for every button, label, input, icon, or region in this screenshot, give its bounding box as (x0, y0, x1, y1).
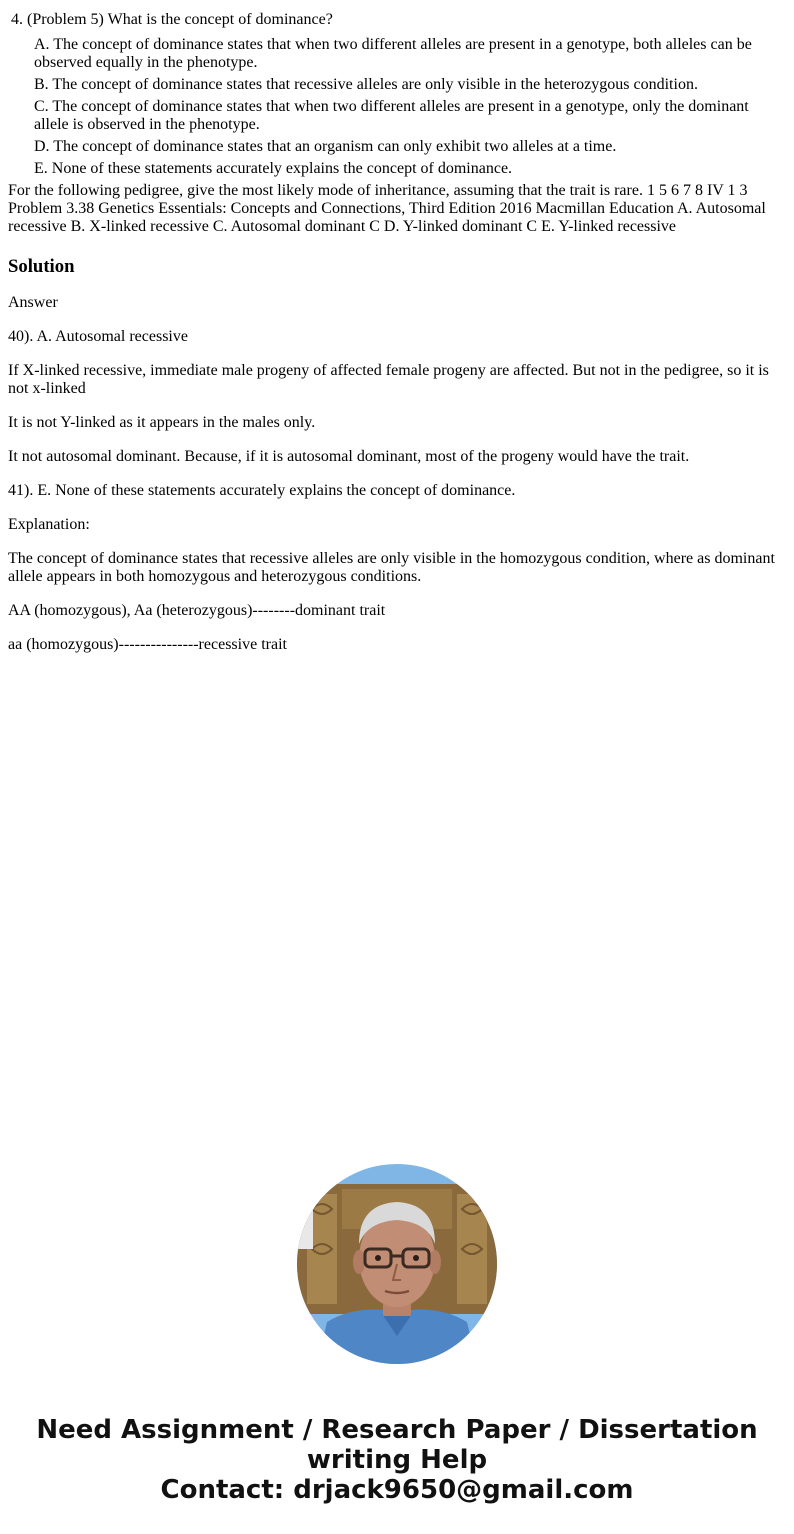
option-c: C. The concept of dominance states that when two different alleles are present in a genotype, only the dominant allele is observed in the phenotype. (34, 98, 749, 133)
explanation-label: Explanation: (8, 516, 90, 533)
answer-options (8, 36, 786, 178)
answer-40: 40). A. Autosomal recessive (8, 328, 188, 345)
avatar-photo (297, 1164, 497, 1364)
dominant-genotypes: AA (homozygous), Aa (heterozygous)--------dominant trait (8, 602, 386, 619)
autosomal-dominant-reasoning: It not autosomal dominant. Because, if it is autosomal dominant, most of the progeny would have the trait. (8, 448, 690, 465)
footer-contact: Contact: drjack9650@gmail.com (160, 1475, 634, 1505)
footer-banner (0, 1415, 794, 1505)
pedigree-question: For the following pedigree, give the most likely mode of inheritance, assuming that the trait is rare. 1 5 6 7 8 IV 1 3 Problem 3.38 Genetics Essentials: Concepts and Connections, Third Edition 2016 Macmillan Education A. Autosomal recessive B. X-linked recessive C. Autosomal dominant C D. Y-linked dominant C E. Y-linked recessive (8, 182, 766, 235)
recessive-genotypes: aa (homozygous)---------------recessive trait (8, 636, 287, 653)
option-e: E. None of these statements accurately explains the concept of dominance. (34, 160, 513, 177)
footer-line-2: writing Help (306, 1445, 488, 1475)
explanation-text: The concept of dominance states that recessive alleles are only visible in the homozygous condition, where as dominant allele appears in both homozygous and heterozygous conditions. (8, 550, 775, 585)
y-linked-reasoning: It is not Y-linked as it appears in the males only. (8, 414, 316, 431)
footer-line-1: Need Assignment / Research Paper / Dissertation (36, 1415, 758, 1445)
option-b: B. The concept of dominance states that recessive alleles are only visible in the heterozygous condition. (34, 76, 698, 93)
answer-label: Answer (8, 294, 58, 311)
avatar (297, 1164, 497, 1364)
x-linked-reasoning: If X-linked recessive, immediate male progeny of affected female progeny are affected. But not in the pedigree, so it is not x-linked (8, 362, 769, 397)
answer-41: 41). E. None of these statements accurately explains the concept of dominance. (8, 482, 516, 499)
option-d: D. The concept of dominance states that an organism can only exhibit two alleles at a time. (34, 138, 617, 155)
option-a: A. The concept of dominance states that when two different alleles are present in a genotype, both alleles can be observed equally in the phenotype. (34, 36, 752, 71)
question-title: 4. (Problem 5) What is the concept of dominance? (11, 11, 333, 28)
document-content (0, 11, 794, 654)
solution-heading: Solution (8, 256, 75, 277)
